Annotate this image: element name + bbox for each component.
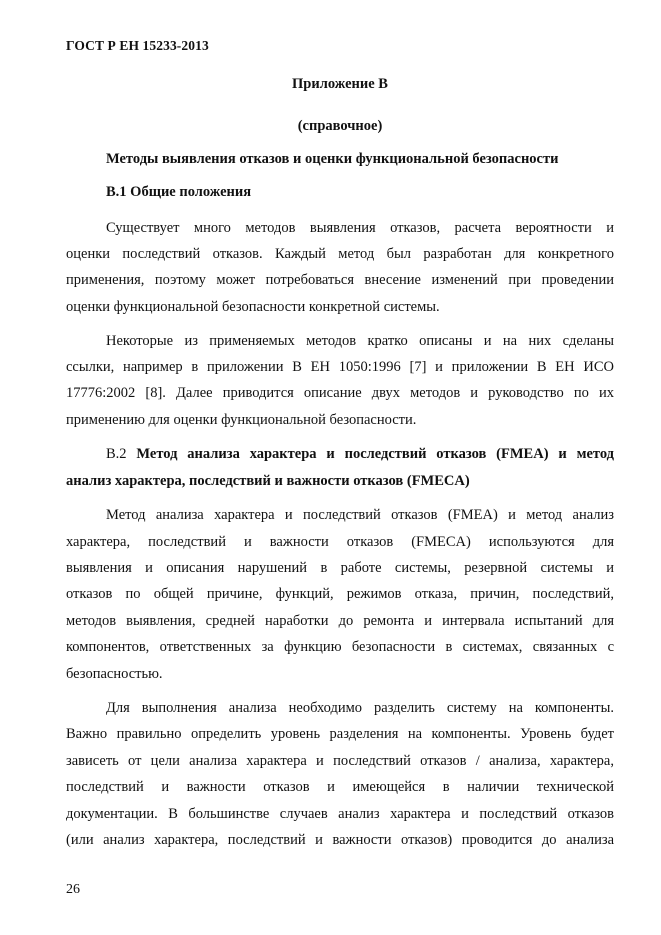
b2-heading-line2: анализ характера, последствий и важности отказов (FMECA) bbox=[66, 473, 470, 489]
paragraph-line: последствий и важности отказов и имеющейся в наличии технической bbox=[66, 779, 614, 795]
paragraph-line: Метод анализа характера и последствий отказов (FMEA) и метод анализ bbox=[106, 507, 614, 523]
paragraph-line: методов выявления, средней наработки до ремонта и интервала испытаний для bbox=[66, 613, 614, 629]
b2-heading-line1 bbox=[106, 445, 614, 463]
paragraph-line: Важно правильно определить уровень разделения на компоненты. Уровень будет bbox=[66, 726, 614, 742]
appendix-type: (справочное) bbox=[297, 118, 383, 134]
paragraph-line: применению для оценки функциональной безопасности. bbox=[66, 412, 417, 428]
paragraph-line: применения, поэтому может потребоваться внесение изменений при проведении bbox=[66, 272, 614, 288]
appendix-title: Приложение В bbox=[292, 76, 388, 92]
section-title: Методы выявления отказов и оценки функциональной безопасности bbox=[106, 151, 559, 167]
b1-heading: В.1 Общие положения bbox=[106, 184, 252, 200]
paragraph-line: выявления и описания нарушений в работе системы, резервной системы и bbox=[66, 560, 614, 576]
paragraph-line: оценки функциональной безопасности конкретной системы. bbox=[66, 299, 440, 315]
paragraph-line: документации. В большинстве случаев анализ характера и последствий отказов bbox=[66, 806, 614, 822]
paragraph-line: оценки последствий отказов. Каждый метод был разработан для конкретного bbox=[66, 246, 614, 262]
paragraph-line: отказов по общей причине, функций, режимов отказа, причин, последствий, bbox=[66, 586, 614, 602]
paragraph-line: характера, последствий и важности отказов (FMECA) используются для bbox=[66, 534, 614, 550]
page-number: 26 bbox=[66, 882, 80, 897]
paragraph-line: ссылки, например в приложении В ЕН 1050:1996 [7] и приложении В ЕН ИСО bbox=[66, 359, 614, 375]
paragraph-line: Существует много методов выявления отказов, расчета вероятности и bbox=[106, 220, 614, 236]
paragraph-line: зависеть от цели анализа характера и последствий отказов / анализа, характера, bbox=[66, 753, 614, 769]
paragraph-line: безопасностью. bbox=[66, 666, 163, 682]
b2-heading-text: Метод анализа характера и последствий отказов (FMEA) и метод bbox=[136, 446, 614, 462]
paragraph-line: Некоторые из применяемых методов кратко описаны и на них сделаны bbox=[106, 333, 614, 349]
b2-number: В.2 bbox=[106, 446, 127, 462]
paragraph-line: (или анализ характера, последствий и важности отказов) проводится до анализа bbox=[66, 832, 614, 848]
paragraph-line: 17776:2002 [8]. Далее приводится описание двух методов и руководство по их bbox=[66, 385, 614, 401]
paragraph-line: компонентов, ответственных за функцию безопасности в системах, связанных с bbox=[66, 639, 614, 655]
standard-header: ГОСТ Р ЕН 15233-2013 bbox=[66, 38, 209, 53]
paragraph-line: Для выполнения анализа необходимо разделить систему на компоненты. bbox=[106, 700, 614, 716]
